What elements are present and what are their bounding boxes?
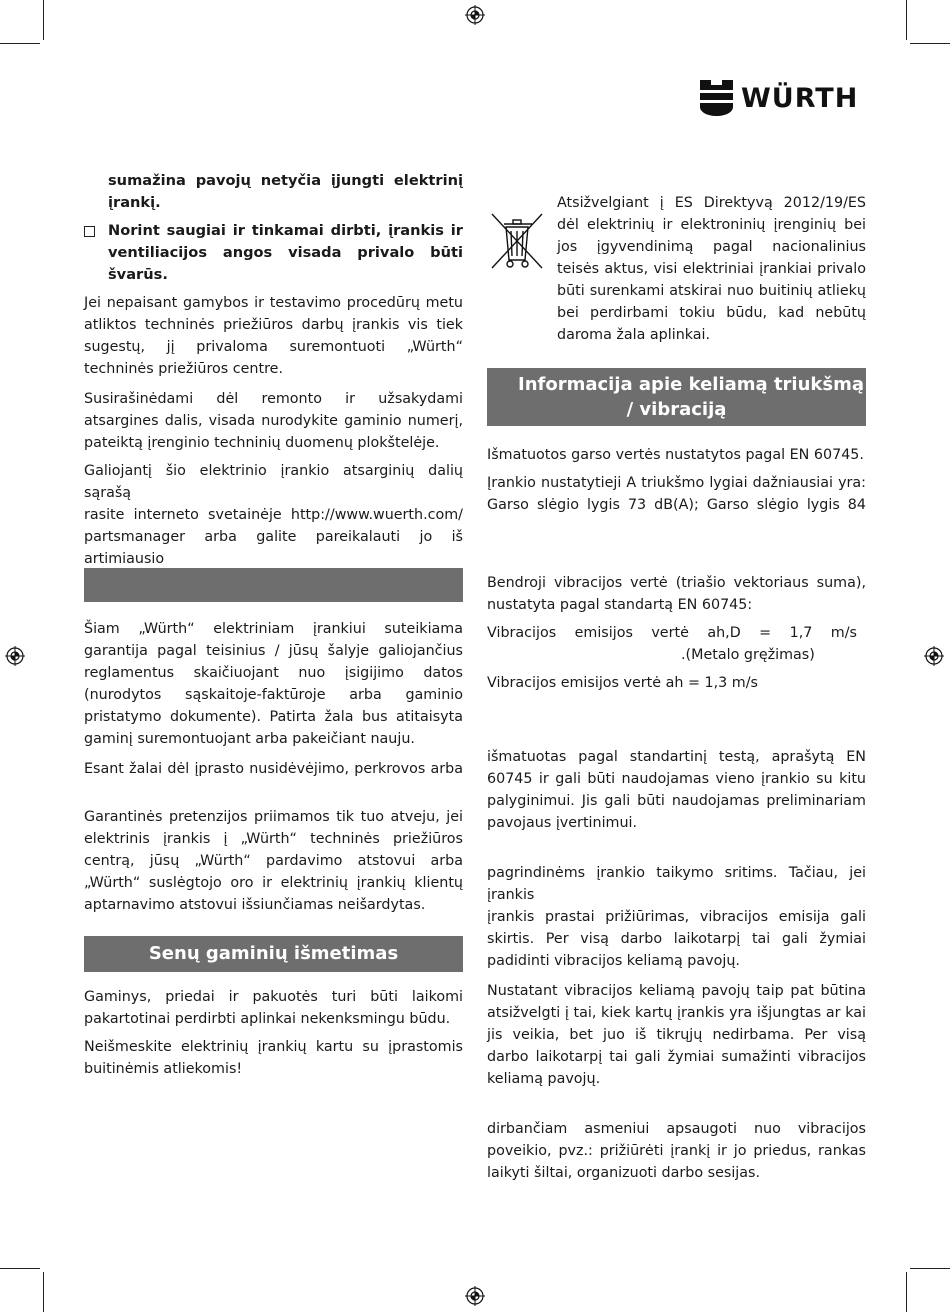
paragraph: Bendroji vibracijos vertė (triašio vektoriaus suma), nustatyta pagal standartą EN 60745:: [487, 575, 866, 613]
registration-mark-icon: [465, 5, 485, 25]
banner-title: Informacija apie keliamą triukšmą: [518, 374, 864, 395]
bullet-square-icon: [84, 226, 95, 237]
paragraph: Nustatant vibracijos keliamą pavojų taip pat būtina atsižvelgti į tai, kiek kartų įrankis yra išjungtas ar kai jis veikia, bet juo iš tikrųjų nedirbama. Per visą darbo laikotarpį tai gali žymiai sumažinti vibracijos keliamą pavojų.: [487, 983, 866, 1087]
banner-title: / vibraciją: [626, 399, 727, 420]
crop-mark: [43, 0, 44, 40]
wurth-logo: [700, 80, 858, 116]
logo-text: WÜRTH: [741, 82, 859, 114]
paragraph: Vibracijos emisijos vertė ah,D = 1,7 m/s .(Metalo gręžimas): [487, 625, 857, 663]
paragraph: Galiojantį šio elektrinio įrankio atsarginių dalių sąrašą rasite interneto svetainėje http://www.wuerth.com/ partsmanager arba galite pareikalauti jo iš artimiausio: [84, 463, 463, 567]
section-banner-disposal: [84, 936, 463, 972]
weee-paragraph: Atsižvelgiant į ES Direktyvą 2012/19/ES dėl elektrinių ir elektroninių įrenginių bei jos įgyvendinimą pagal nacionalinius teisės aktus, visi elektriniai įrankiai privalo būti surenkami atskirai nuo buitinių atliekų bei perdirbami tokiu būdu, kad nebūtų daroma žala aplinkai.: [557, 195, 866, 343]
registration-mark-icon: [5, 646, 25, 666]
section-banner-noise: [487, 368, 866, 426]
paragraph: Šiam „Würth“ elektriniam įrankiui suteikiama garantija pagal teisinius / jūsų šalyje galiojančius reglamentus skaičiuojant nuo įsigijimo datos (nurodytos sąskaitoje-faktūroje arba gaminio pristatymo dokumente). Patirta žala bus atitaisyta gaminį suremontuojant arba pakeičiant nauju.: [84, 621, 463, 747]
wurth-logo-icon: [700, 80, 733, 116]
paragraph: Išmatuotos garso vertės nustatytos pagal EN 60745.: [487, 447, 864, 463]
paragraph: Garantinės pretenzijos priimamos tik tuo atveju, jei elektrinis įrankis į „Würth“ techninės priežiūros centrą, jūsų „Würth“ pardavimo atstovui arba „Würth“ suslėgtojo oro ir elektrinių įrankių klientų aptarnavimo atstovui išsiunčiamas neišardytas.: [84, 809, 463, 913]
paragraph: Vibracijos emisijos vertė ah = 1,3 m/s: [487, 675, 758, 691]
paragraph: Jei nepaisant gamybos ir testavimo procedūrų metu atliktos techninės priežiūros darbų įrankis vis tiek sugestų, jį privaloma suremontuoti „Würth“ techninės priežiūros centre.: [84, 295, 463, 377]
crossed-bin-icon: [488, 210, 546, 272]
paragraph: Esant žalai dėl įprasto nusidėvėjimo, perkrovos arba: [84, 761, 463, 777]
paragraph: Susirašinėdami dėl remonto ir užsakydami atsargines dalis, visada nurodykite gaminio numerį, pateiktą įrenginio techninių duomenų plokštelėje.: [84, 391, 463, 451]
paragraph: įrankis prastai prižiūrimas, vibracijos emisija gali skirtis. Per visą darbo laikotarpį tai gali žymiai padidinti vibracijos keliamą pavojų.: [487, 909, 866, 969]
registration-mark-icon: [924, 646, 944, 666]
paragraph: pagrindinėms įrankio taikymo sritims. Tačiau, jei įrankis: [487, 865, 866, 903]
banner-title: Senų gaminių išmetimas: [148, 943, 399, 964]
crop-mark: [910, 1268, 950, 1269]
crop-mark: [910, 43, 950, 44]
crop-mark: [906, 0, 907, 40]
empty-section-banner: [84, 568, 463, 602]
crop-mark: [0, 1268, 40, 1269]
paragraph: Gaminys, priedai ir pakuotės turi būti laikomi pakartotinai perdirbti aplinkai nekenksmingu būdu.: [84, 989, 463, 1027]
paragraph: Įrankio nustatytieji A triukšmo lygiai dažniausiai yra: Garso slėgio lygis 73 dB(A); Garso slėgio lygis 84: [487, 475, 866, 513]
crop-mark: [43, 1272, 44, 1312]
registration-mark-icon: [465, 1286, 485, 1306]
paragraph: dirbančiam asmeniui apsaugoti nuo vibracijos poveikio, pvz.: prižiūrėti įrankį ir jo priedus, rankas laikyti šiltai, organizuoti darbo sesijas.: [487, 1121, 866, 1181]
paragraph: Neišmeskite elektrinių įrankių kartu su įprastomis buitinėmis atliekomis!: [84, 1039, 463, 1077]
paragraph: išmatuotas pagal standartinį testą, aprašytą EN 60745 ir gali būti naudojamas vieno įrankio su kitu palyginimui. Jis gali būti naudojamas preliminariam pavojaus įvertinimui.: [487, 749, 866, 831]
crop-mark: [0, 43, 40, 44]
bold-continued-text: sumažina pavojų netyčia įjungti elektrinį įrankį.: [108, 172, 463, 211]
crop-mark: [906, 1272, 907, 1312]
bold-bullet-text: Norint saugiai ir tinkamai dirbti, įrankis ir ventiliacijos angos visada privalo būti švarūs.: [108, 222, 463, 283]
